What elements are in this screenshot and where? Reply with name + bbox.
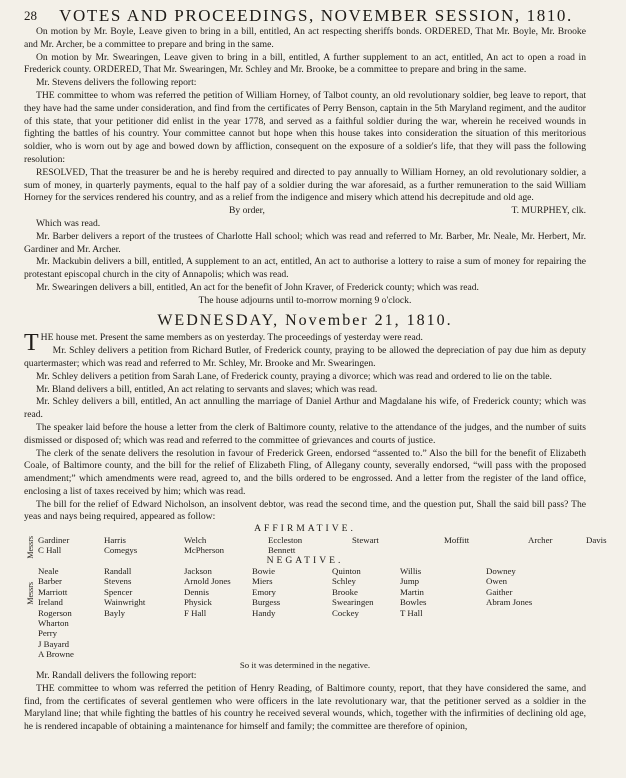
vote-column <box>104 566 178 618</box>
closing-paragraphs <box>24 670 586 734</box>
member-name: Brooke <box>332 586 358 597</box>
paragraph: The bill for the relief of Edward Nicholson, an insolvent debtor, was read the second time, and the question put, Shall the said bill pass? The yeas and nays being required, appeared as follow: <box>24 498 586 523</box>
member-name: Dennis <box>184 586 209 597</box>
vote-column <box>268 535 346 556</box>
member-name: Harris <box>104 534 126 545</box>
member-name: Bowles <box>400 597 427 608</box>
wednesday-paragraphs <box>24 345 586 524</box>
paragraph: Mr. Randall delivers the following report: <box>36 669 197 681</box>
vote-column <box>252 566 326 618</box>
member-name: Quinton <box>332 565 361 576</box>
vote-column <box>528 535 580 556</box>
messrs-label-affirmative: Messrs <box>26 536 35 559</box>
adjournment: The house adjourns until to-morrow morning 9 o'clock. <box>198 294 412 306</box>
vote-column <box>38 535 98 556</box>
paragraph: RESOLVED, That the treasurer be and he is hereby required and directed to pay annually to William Horney, an old revolutionary soldier, a sum of money, in quarterly payments, equal to the half pay of a soldier during the war aforesaid, as a further remuneration to the said William Horney for the services rendered his country, and as a relief from the indigence and misery which attend his decrepitude and old age. <box>24 166 586 204</box>
day-heading: WEDNESDAY, November 21, 1810. <box>157 311 453 329</box>
paragraph: Mr. Mackubin delivers a bill, entitled, A supplement to an act, entitled, An act to authorise a lottery to raise a sum of money for repairing the protestant episcopal church in the city of Annapolis; which was read. <box>24 256 586 281</box>
affirmative-heading: AFFIRMATIVE. <box>254 523 356 535</box>
running-title: VOTES AND PROCEEDINGS, NOVEMBER SESSION, 1810. <box>59 6 573 25</box>
member-name: Abram Jones <box>486 597 533 608</box>
affirmative-list <box>24 534 607 556</box>
member-name: Ireland <box>38 597 63 608</box>
member-name: Neale <box>38 565 59 576</box>
member-name: Martin <box>400 586 424 597</box>
member-name: J Bayard <box>38 638 70 649</box>
member-name: Swearingen <box>332 597 374 608</box>
member-name: Randall <box>104 565 132 576</box>
member-name: Physick <box>184 597 212 608</box>
paragraph: Mr. Schley delivers a bill, entitled, An act annulling the marriage of Daniel Arthur and Magdalane his wife, of Frederick county; which was read. <box>24 396 586 421</box>
paragraph: THE committee to whom was referred the petition of Henry Reading, of Baltimore county, report, that they have considered the same, and find, from the certificates of several gentlemen who were officers in the late revolutionary war, that the petitioner served as a soldier in the Maryland line; that while fighting the battles of his country he received several wounds, which, together with the infirmities of declining old age, he is rendered incapable of obtaining a maintenance for himself and family; the committee are therefore of opinion, <box>24 682 586 733</box>
paragraph: Mr. Bland delivers a bill, entitled, An act relating to servants and slaves; which was read. <box>36 383 378 395</box>
member-name: Perry <box>38 628 58 639</box>
member-name: Rogerson <box>38 607 72 618</box>
member-name: McPherson <box>184 545 225 556</box>
negative-list <box>24 566 586 660</box>
member-name: Comegys <box>104 545 138 556</box>
member-name: C Hall <box>38 545 62 556</box>
member-name: Downey <box>486 565 516 576</box>
paragraph: The clerk of the senate delivers the resolution in favour of Frederick Green, endorsed “assented to.” Also the bill for the benefit of Elizabeth Coale, of Baltimore county, and the bill for the relief of Elizabeth Fling, of Allegany county, severally endorsed, “will pass with the proposed amendment;” which amendments were read, agreed to, and the bills ordered to be engrossed. And a letter from the register of the land office, enclosing a list of taxes received by him; which was read. <box>24 447 586 497</box>
negative-heading: NEGATIVE. <box>266 554 344 566</box>
member-name: F Hall <box>184 607 207 618</box>
vote-column <box>38 566 98 618</box>
member-name: Eccleston <box>268 534 303 545</box>
vote-column <box>486 566 558 618</box>
paragraph: Mr. Schley delivers a petition from Sarah Lane, of Frederick county, praying a divorce; which was read and ordered to lie on the table. <box>36 370 552 382</box>
member-name: Spencer <box>104 586 133 597</box>
member-name: Bennett <box>268 545 296 556</box>
paragraph: Mr. Stevens delivers the following report: <box>36 77 197 89</box>
by-order: By order, <box>229 205 265 217</box>
signature-line <box>24 205 586 218</box>
member-name: Willis <box>400 565 422 576</box>
member-name: Davis <box>586 534 607 545</box>
page-body <box>24 26 607 778</box>
top-paragraphs <box>24 26 586 205</box>
vote-column <box>332 566 394 618</box>
vote-column <box>184 566 246 618</box>
member-name: Archer <box>528 534 553 545</box>
member-name: Stevens <box>104 576 132 587</box>
paragraph: Mr. Schley delivers a petition from Richard Butler, of Frederick county, praying to be allowed the depreciation of pay due him as deputy quartermaster; which was read and referred to Mr. Schley, Mr. Brooke and Mr. Swearingen. <box>24 345 586 369</box>
clerk-signature: T. MURPHEY, clk. <box>511 205 586 217</box>
member-name: Miers <box>252 576 273 587</box>
member-name: Jackson <box>184 565 212 576</box>
member-name: Marriott <box>38 586 68 597</box>
member-name: Schley <box>332 576 356 587</box>
member-name: A Browne <box>38 649 74 660</box>
drop-cap: T <box>24 330 39 357</box>
page-header <box>24 6 586 24</box>
paragraph: Mr. Swearingen delivers a bill, entitled, An act for the benefit of John Kraver, of Frederick county; which was read. <box>36 281 479 293</box>
member-name: Moffitt <box>444 534 470 545</box>
page-number: 28 <box>24 8 37 23</box>
vote-column <box>586 535 626 556</box>
paragraph: The speaker laid before the house a letter from the clerk of Baltimore county, relative to the attendance of the judges, and the number of suits dismissed or disposed of; which was read and referred to the committee of grievances and courts of justice. <box>24 421 586 446</box>
member-name: Jump <box>400 576 420 587</box>
member-name: Burgess <box>252 597 281 608</box>
paragraph: THE committee to whom was referred the petition of William Horney, of Talbot county, an old revolutionary soldier, beg leave to report, that they have had the same under consideration, and find from the certificates of Perry Benson, captain in the 5th Maryland regiment, and the auditor of this state, that your petitioner did enlist in the year 1778, and served as a faithful soldier during the war, wherein he received wounds in fighting the battles of his country. Your committee cannot but hope when this house takes into consideration the situation of this meritorious soldier, who is worn out by age and bowed down by affliction, consequent on the exposure of a soldier's life, that they will pass the following resolution: <box>24 89 586 165</box>
vote-record <box>24 523 607 670</box>
member-name: Bowie <box>252 565 275 576</box>
paragraph: Mr. Barber delivers a report of the trustees of Charlotte Hall school; which was read and referred to Mr. Barber, Mr. Neale, Mr. Herbert, Mr. Gardiner and Mr. Archer. <box>24 230 586 255</box>
vote-column <box>184 535 262 556</box>
vote-column <box>444 535 522 556</box>
vote-column <box>104 535 178 556</box>
mid-paragraphs <box>24 218 586 295</box>
member-name: Cockey <box>332 607 359 618</box>
vote-column <box>352 535 438 556</box>
member-name: Wharton <box>38 617 69 628</box>
member-name: Gardiner <box>38 534 70 545</box>
member-name: Bayly <box>104 607 126 618</box>
member-name: Emory <box>252 586 276 597</box>
member-name: Wainwright <box>104 597 146 608</box>
messrs-label-negative: Messrs <box>26 582 35 605</box>
vote-column <box>38 618 98 660</box>
paragraph: On motion by Mr. Swearingen, Leave given to bring in a bill, entitled, A further supplement to an act, entitled, An act to open a road in Frederick county. ORDERED, That Mr. Swearingen, Mr. Schley and Mr. Brooke, be a committee to prepare and bring in the same. <box>24 51 586 76</box>
member-name: Gaither <box>486 586 513 597</box>
paragraph: Which was read. <box>36 217 101 229</box>
member-name: T Hall <box>400 607 423 618</box>
first-paragraph-text: HE house met. Present the same members as on yesterday. The proceedings of yesterday were read. <box>40 332 423 344</box>
vote-result: So it was determined in the negative. <box>239 659 371 670</box>
member-name: Owen <box>486 576 508 587</box>
member-name: Handy <box>252 607 276 618</box>
member-name: Stewart <box>352 534 379 545</box>
member-name: Welch <box>184 534 207 545</box>
member-name: Arnold Jones <box>184 576 231 587</box>
paragraph: On motion by Mr. Boyle, Leave given to bring in a bill, entitled, An act respecting sheriffs bonds. ORDERED, That Mr. Boyle, Mr. Brooke and Mr. Archer, be a committee to prepare and bring in the same. <box>24 26 586 50</box>
member-name: Barber <box>38 576 62 587</box>
vote-column <box>400 566 480 618</box>
